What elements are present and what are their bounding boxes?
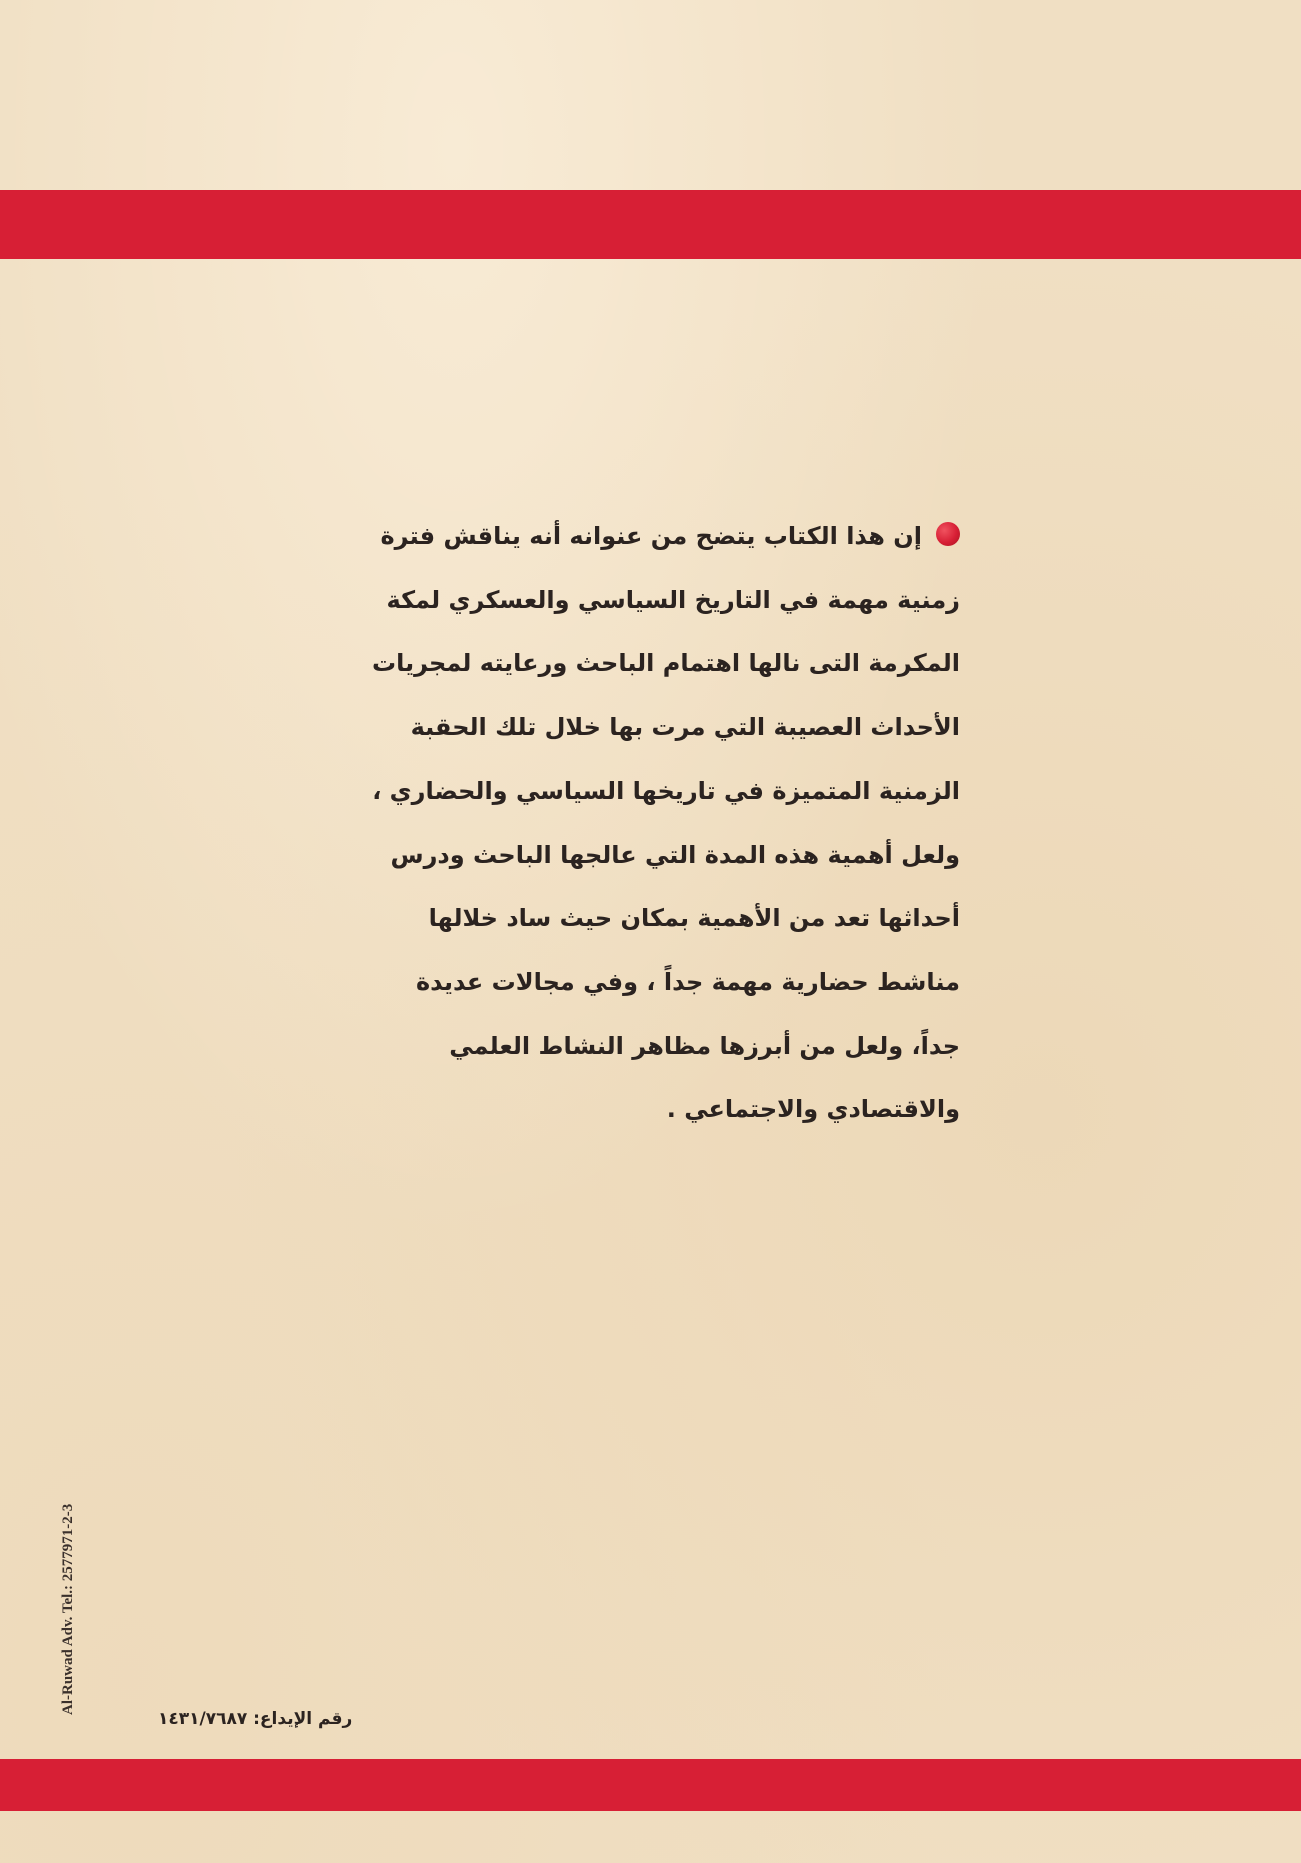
blurb-line-7: أحداثها تعد من الأهمية بمكان حيث ساد خلالها — [428, 904, 960, 933]
blurb-line-10: والاقتصادي والاجتماعي . — [666, 1095, 960, 1124]
blurb-line-8: مناشط حضارية مهمة جداً ، وفي مجالات عديدة — [415, 967, 960, 996]
bottom-red-band — [0, 1759, 1301, 1811]
blurb-line-5: الزمنية المتميزة في تاريخها السياسي والحضاري ، — [372, 776, 960, 805]
cover-blurb — [330, 505, 960, 1142]
top-red-band — [0, 190, 1301, 259]
publisher-credit: Al-Ruwad Adv. Tel.: 2577971-2-3 — [60, 1503, 76, 1715]
blurb-line-3: المكرمة التى نالها اهتمام الباحث ورعايته لمجريات — [371, 649, 960, 678]
blurb-line-2: زمنية مهمة في التاريخ السياسي والعسكري لمكة — [386, 585, 960, 614]
deposit-number: رقم الإيداع: ١٤٣١/٧٦٨٧ — [158, 1709, 353, 1729]
bullet-dot-icon — [936, 522, 960, 546]
blurb-line-9: جداً، ولعل من أبرزها مظاهر النشاط العلمي — [449, 1031, 960, 1060]
blurb-line-4: الأحداث العصيبة التي مرت بها خلال تلك الحقبة — [410, 713, 960, 742]
blurb-line-6: ولعل أهمية هذه المدة التي عالجها الباحث ودرس — [390, 840, 960, 869]
blurb-line-1: إن هذا الكتاب يتضح من عنوانه أنه يناقش فترة — [330, 505, 960, 569]
